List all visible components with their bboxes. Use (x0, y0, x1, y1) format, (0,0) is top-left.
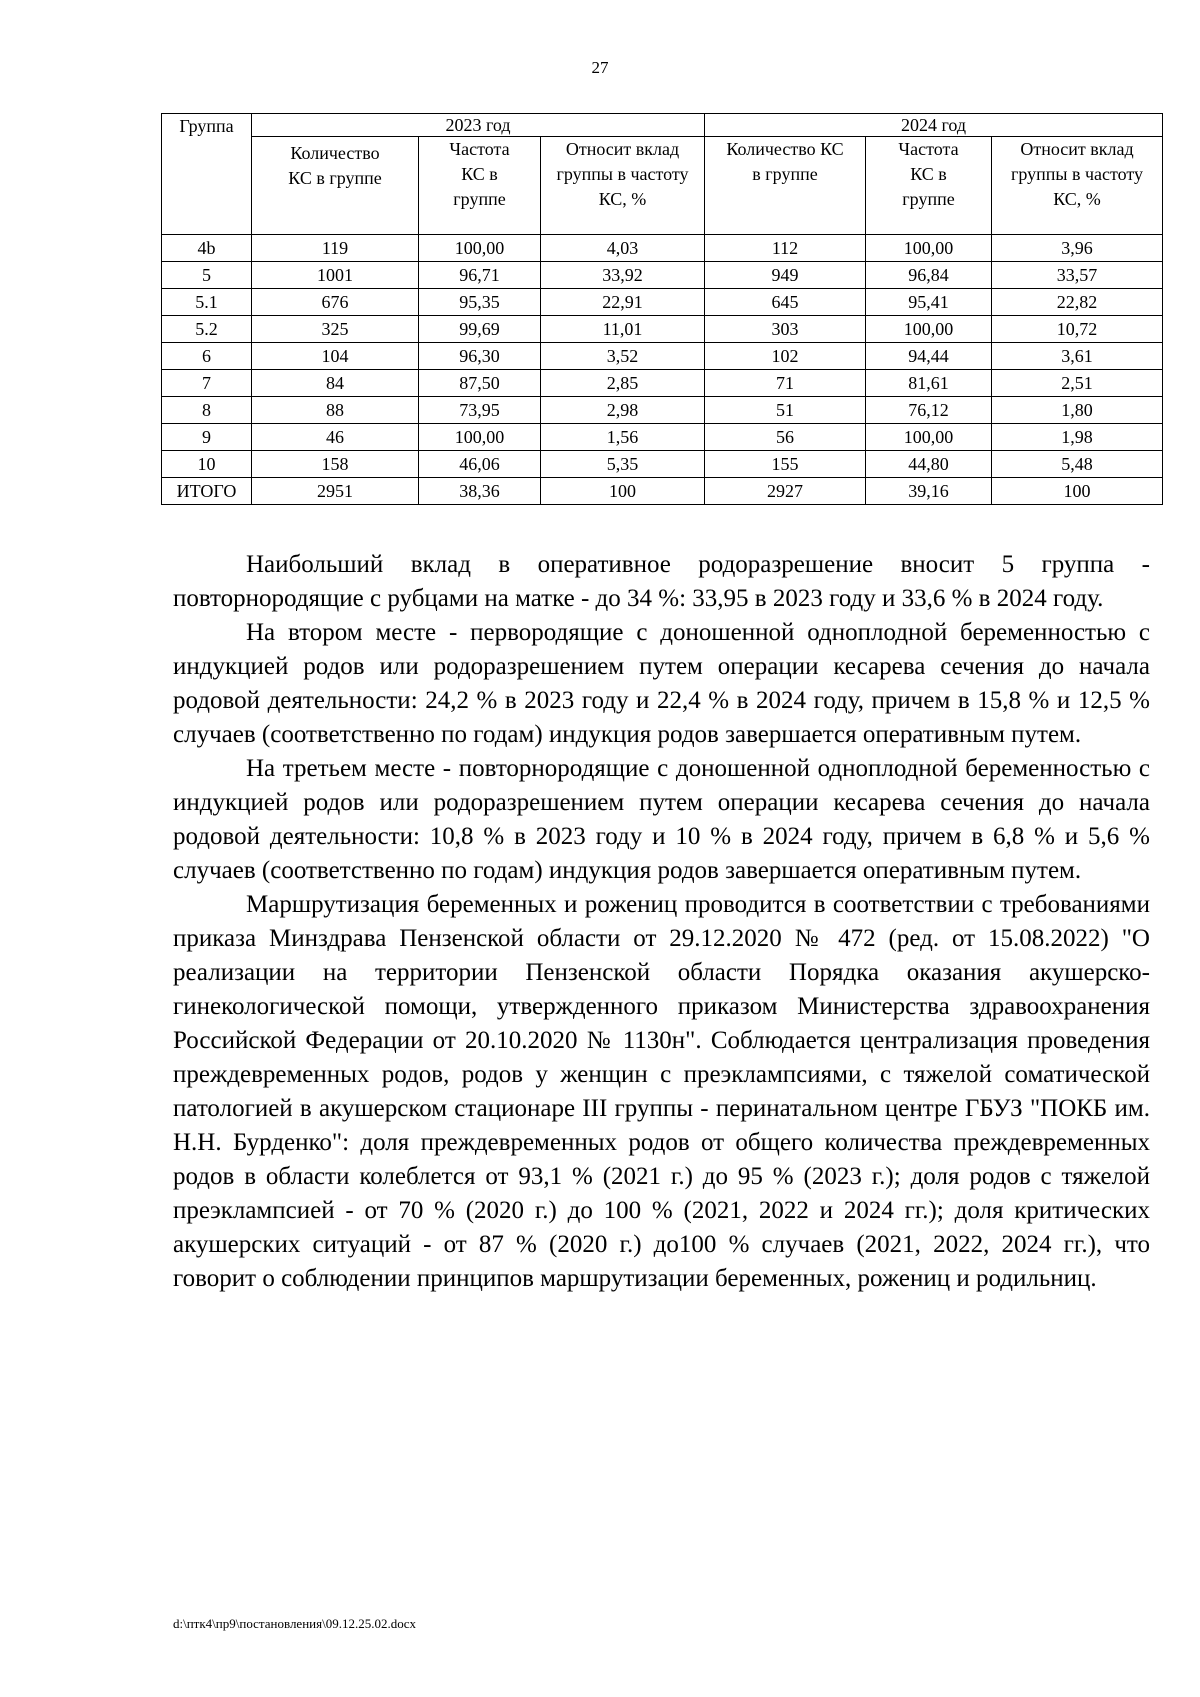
value-cell: 949 (705, 262, 866, 289)
value-cell: 2927 (705, 478, 866, 505)
paragraph-4: Маршрутизация беременных и рожениц проводится в соответствии с требованиями приказа Минздрава Пензенской области от 29.12.2020 № 472 (ред. от 15.08.2022) "О реализации на территории Пензенской области Порядка оказания акушерско-гинекологической помощи, утвержденного приказом Министерства здравоохранения Российской Федерации от 20.10.2020 № 1130н". Соблюдается централизация проведения преждевременных родов, родов у женщин с преэклампсиями, с тяжелой соматической патологией в акушерском стационаре III группы - перинатальном центре ГБУЗ "ПОКБ им. Н.Н. Бурденко": доля преждевременных родов от общего количества преждевременных родов в области колеблется от 93,1 % (2021 г.) до 95 % (2023 г.); доля родов с тяжелой преэклампсией - от 70 % (2020 г.) до 100 % (2021, 2022 и 2024 гг.); доля критических акушерских ситуаций - от 87 % (2020 г.) до100 % случаев (2021, 2022, 2024 гг.), что говорит о соблюдении принципов маршрутизации беременных, рожениц и родильниц. (173, 891, 1150, 1292)
value-cell: 76,12 (866, 397, 992, 424)
value-cell: 155 (705, 451, 866, 478)
body-text (173, 548, 1150, 1296)
subheader-text: Количество КС в группе (726, 139, 844, 184)
value-cell: 51 (705, 397, 866, 424)
paragraph-2: На втором месте - первородящие с доношенной одноплодной беременностью с индукцией родов или родоразрешением путем операции кесарева сечения до начала родовой деятельности: 24,2 % в 2023 году и 22,4 % в 2024 году, причем в 15,8 % и 12,5 % случаев (соответственно по годам) индукция родов завершается оперативным путем. (173, 619, 1150, 748)
value-cell: 102 (705, 343, 866, 370)
value-cell: 88 (252, 397, 419, 424)
statistics-table (161, 113, 1163, 505)
group-cell: 4b (162, 235, 252, 262)
group-cell: 7 (162, 370, 252, 397)
table-row (162, 235, 1163, 262)
year-header-2023: 2023 год (252, 114, 705, 137)
value-cell: 46,06 (419, 451, 541, 478)
value-cell: 5,48 (992, 451, 1163, 478)
subheader-count-2023 (252, 137, 419, 235)
value-cell: 44,80 (866, 451, 992, 478)
group-cell: 10 (162, 451, 252, 478)
value-cell: 3,61 (992, 343, 1163, 370)
subheader-text: Частота КС в группе (898, 139, 959, 209)
value-cell: 4,03 (541, 235, 705, 262)
subheader-text: Частота КС в группе (449, 139, 510, 209)
value-cell: 100,00 (866, 235, 992, 262)
group-column-header: Группа (162, 114, 252, 235)
value-cell: 3,52 (541, 343, 705, 370)
value-cell: 81,61 (866, 370, 992, 397)
group-cell: ИТОГО (162, 478, 252, 505)
value-cell: 1,98 (992, 424, 1163, 451)
value-cell: 2,51 (992, 370, 1163, 397)
value-cell: 2,98 (541, 397, 705, 424)
value-cell: 100,00 (866, 316, 992, 343)
group-cell: 5.1 (162, 289, 252, 316)
value-cell: 99,69 (419, 316, 541, 343)
value-cell: 2951 (252, 478, 419, 505)
value-cell: 33,57 (992, 262, 1163, 289)
paragraph-3: На третьем месте - повторнородящие с доношенной одноплодной беременностью с индукцией родов или родоразрешением путем операции кесарева сечения до начала родовой деятельности: 10,8 % в 2023 году и 10 % в 2024 году, причем в 6,8 % и 5,6 % случаев (соответственно по годам) индукция родов завершается оперативным путем. (173, 755, 1150, 884)
value-cell: 46 (252, 424, 419, 451)
value-cell: 158 (252, 451, 419, 478)
value-cell: 1,80 (992, 397, 1163, 424)
group-cell: 6 (162, 343, 252, 370)
value-cell: 100,00 (419, 235, 541, 262)
value-cell: 95,35 (419, 289, 541, 316)
table-row (162, 316, 1163, 343)
value-cell: 104 (252, 343, 419, 370)
table-row (162, 289, 1163, 316)
value-cell: 96,30 (419, 343, 541, 370)
value-cell: 100 (992, 478, 1163, 505)
value-cell: 73,95 (419, 397, 541, 424)
value-cell: 95,41 (866, 289, 992, 316)
subheader-count-2024 (705, 137, 866, 235)
value-cell: 3,96 (992, 235, 1163, 262)
value-cell: 94,44 (866, 343, 992, 370)
group-cell: 9 (162, 424, 252, 451)
table-row (162, 478, 1163, 505)
value-cell: 112 (705, 235, 866, 262)
value-cell: 71 (705, 370, 866, 397)
subheader-frequency-2024 (866, 137, 992, 235)
table-header-row (162, 114, 1163, 137)
value-cell: 56 (705, 424, 866, 451)
value-cell: 2,85 (541, 370, 705, 397)
value-cell: 119 (252, 235, 419, 262)
value-cell: 84 (252, 370, 419, 397)
value-cell: 39,16 (866, 478, 992, 505)
year-header-2024: 2024 год (705, 114, 1163, 137)
table-row (162, 262, 1163, 289)
value-cell: 38,36 (419, 478, 541, 505)
value-cell: 22,91 (541, 289, 705, 316)
group-cell: 5 (162, 262, 252, 289)
subheader-frequency-2023 (419, 137, 541, 235)
value-cell: 303 (705, 316, 866, 343)
table-row (162, 343, 1163, 370)
paragraph-1: Наибольший вклад в оперативное родоразрешение вносит 5 группа - повторнородящие с рубцами на матке - до 34 %: 33,95 в 2023 году и 33,6 % в 2024 году. (173, 551, 1150, 612)
value-cell: 676 (252, 289, 419, 316)
table-row (162, 424, 1163, 451)
value-cell: 22,82 (992, 289, 1163, 316)
subheader-text: Относит вклад группы в частоту КС, % (1010, 139, 1144, 209)
table-row (162, 370, 1163, 397)
table-row (162, 397, 1163, 424)
subheader-contribution-2023 (541, 137, 705, 235)
value-cell: 100,00 (419, 424, 541, 451)
value-cell: 10,72 (992, 316, 1163, 343)
group-cell: 8 (162, 397, 252, 424)
value-cell: 96,84 (866, 262, 992, 289)
value-cell: 1,56 (541, 424, 705, 451)
value-cell: 87,50 (419, 370, 541, 397)
value-cell: 96,71 (419, 262, 541, 289)
subheader-text: Относит вклад группы в частоту КС, % (556, 139, 689, 209)
value-cell: 645 (705, 289, 866, 316)
subheader-contribution-2024 (992, 137, 1163, 235)
value-cell: 1001 (252, 262, 419, 289)
value-cell: 100 (541, 478, 705, 505)
value-cell: 11,01 (541, 316, 705, 343)
page-number: 27 (591, 58, 609, 77)
value-cell: 33,92 (541, 262, 705, 289)
subheader-text: Количество КС в группе (288, 143, 382, 188)
footer-file-path: d:\птк4\пр9\постановления\09.12.25.02.docx (173, 1616, 416, 1631)
value-cell: 325 (252, 316, 419, 343)
group-cell: 5.2 (162, 316, 252, 343)
value-cell: 100,00 (866, 424, 992, 451)
table-subheader-row (162, 137, 1163, 235)
table-body (162, 235, 1163, 505)
table-row (162, 451, 1163, 478)
value-cell: 5,35 (541, 451, 705, 478)
